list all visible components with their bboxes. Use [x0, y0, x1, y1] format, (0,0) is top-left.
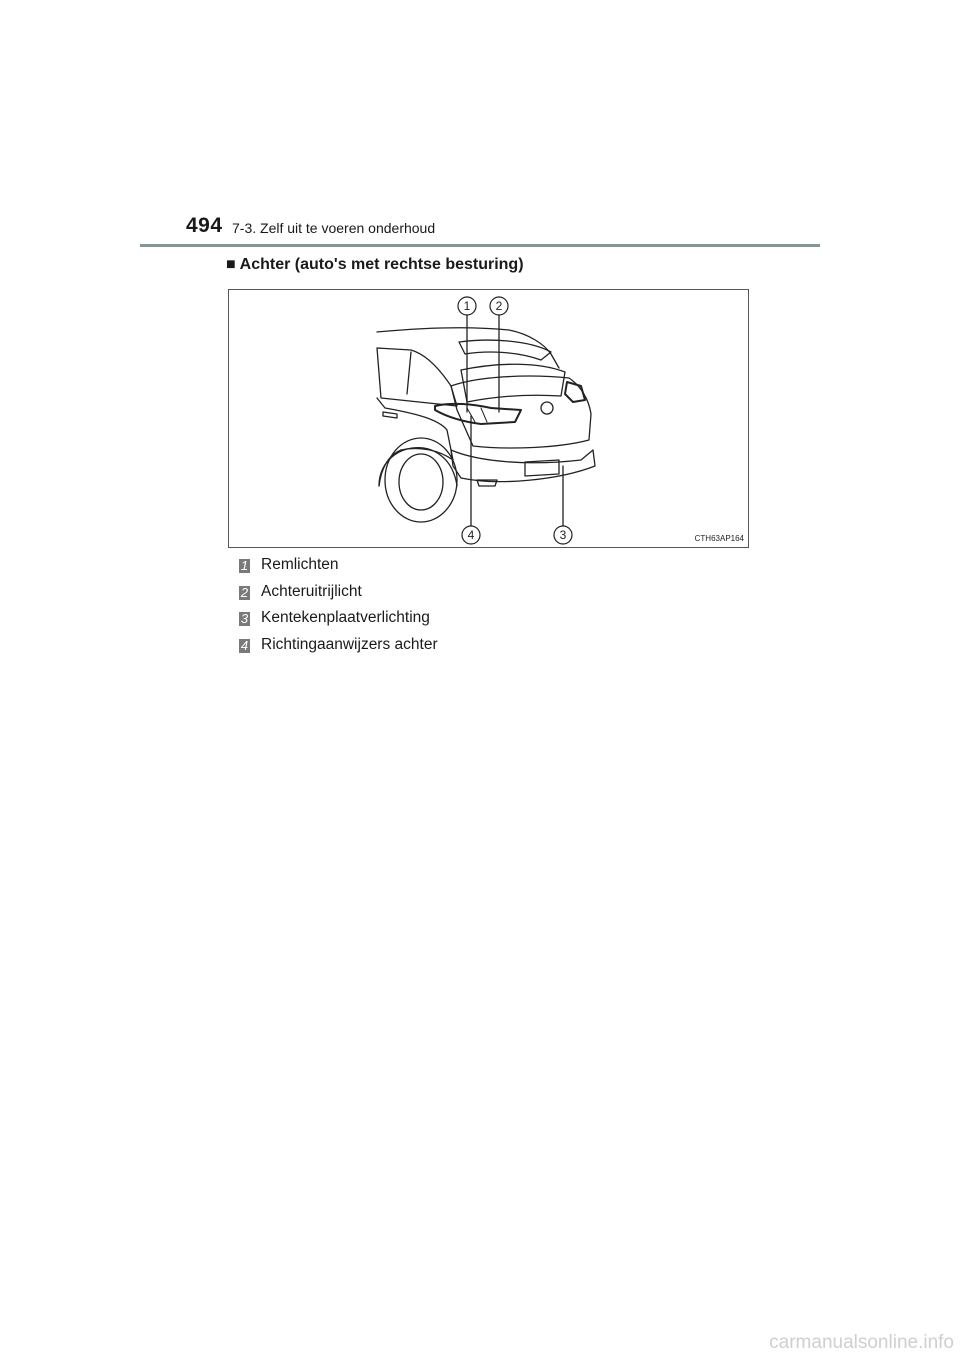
section-title-text: Achter (auto's met rechtse besturing): [239, 256, 524, 273]
callout-4-label: 4: [467, 528, 475, 542]
door-handle: [383, 412, 397, 418]
header-rule: [140, 244, 820, 247]
chapter-title: 7-3. Zelf uit te voeren onderhoud: [232, 220, 436, 236]
square-bullet-icon: ■: [226, 256, 236, 273]
legend-label: Remlichten: [261, 556, 339, 573]
callout-2-label: 2: [495, 299, 503, 313]
legend-label: Richtingaanwijzers achter: [261, 635, 438, 653]
right-tail-lamp: [565, 382, 585, 402]
watermark: carmanualsonline.info: [769, 1332, 954, 1353]
figure-code: CTH63AP164: [694, 534, 744, 543]
legend-label: Kentekenplaatverlichting: [261, 609, 430, 626]
legend-number-badge: 1: [240, 558, 249, 573]
car-rear-illustration: [228, 289, 749, 548]
legend-label: Achteruitrijlicht: [261, 582, 362, 600]
callout-3-label: 3: [559, 528, 567, 542]
legend-number-badge: 2: [240, 584, 249, 600]
wheel-arch: [379, 448, 457, 486]
rear-bumper: [451, 450, 595, 482]
rear-spoiler: [459, 340, 551, 360]
car-rear-drawing: [229, 290, 750, 549]
side-window-divider: [407, 352, 411, 394]
side-window: [377, 348, 457, 406]
emblem: [541, 402, 553, 414]
callout-1-label: 1: [463, 299, 471, 313]
legend-number-badge: 4: [240, 637, 249, 653]
roof-line: [377, 328, 559, 368]
legend-number-badge: 3: [240, 611, 249, 626]
left-tail-lamp: [435, 404, 521, 424]
section-heading: [226, 256, 524, 274]
rear-glass: [461, 364, 565, 402]
page-number: 494: [186, 214, 223, 237]
